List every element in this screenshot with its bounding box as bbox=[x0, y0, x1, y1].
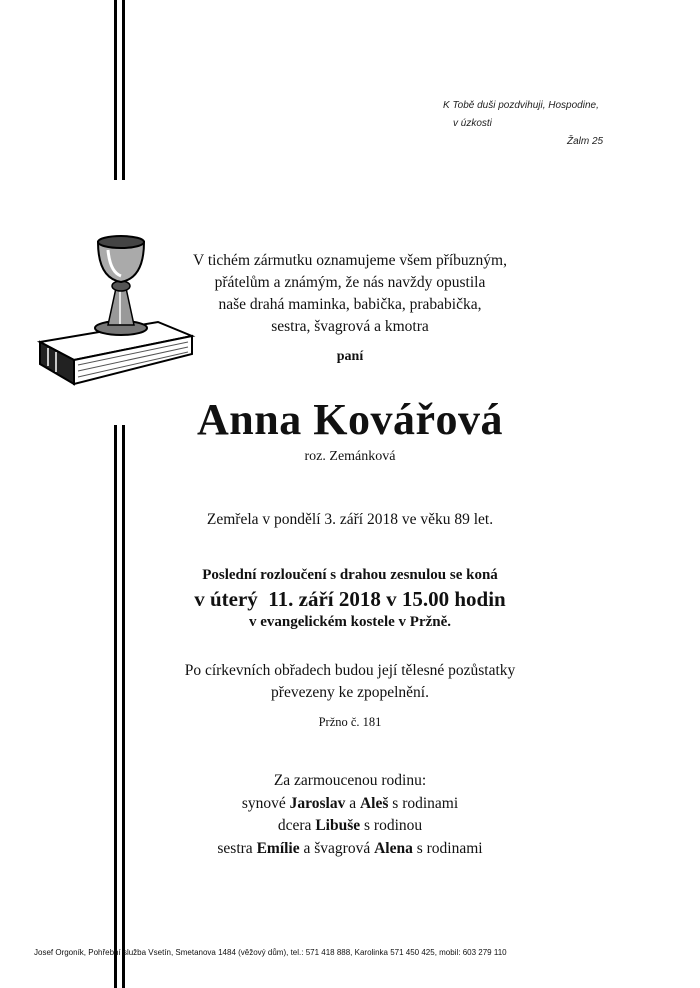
border-rule-top-left bbox=[114, 0, 117, 180]
son-name: Aleš bbox=[359, 794, 389, 812]
deceased-name: Anna Kovářová bbox=[197, 395, 503, 444]
sister-name: Emílie bbox=[256, 839, 300, 857]
cremation-notice bbox=[120, 660, 580, 704]
maiden-name: roz. Zemánková bbox=[304, 449, 396, 464]
psalm-source: Žalm 25 bbox=[567, 136, 604, 147]
cremation-line-2: převezeny ke zpopelnění. bbox=[271, 684, 429, 701]
text-fragment: a švagrová bbox=[299, 839, 375, 857]
text-fragment: s rodinou bbox=[360, 817, 423, 834]
text-fragment: a bbox=[345, 794, 360, 812]
cremation-line-1: Po církevních obřadech budou její tělesné pozůstatky bbox=[184, 662, 516, 679]
farewell-line-1: Poslední rozloučení s drahou zesnulou se koná bbox=[202, 567, 498, 583]
sister-in-law-name: Alena bbox=[374, 839, 413, 857]
psalm-quote-line-2: v úzkosti bbox=[453, 118, 492, 129]
intro-line: V tichém zármutku oznamujeme všem příbuzným, bbox=[193, 252, 507, 269]
text-fragment: dcera bbox=[277, 817, 316, 834]
son-name: Jaroslav bbox=[289, 794, 346, 812]
honorific-title: paní bbox=[336, 349, 364, 364]
border-rule-bottom-left bbox=[114, 425, 117, 988]
death-date-line: Zemřela v pondělí 3. září 2018 ve věku 89 let. bbox=[206, 511, 494, 528]
mourners-list bbox=[120, 770, 580, 860]
daughter-name: Libuše bbox=[315, 817, 361, 834]
text-fragment: s rodinami bbox=[388, 794, 459, 812]
farewell-date-time: v úterý 11. září 2018 v 15.00 hodin bbox=[194, 587, 506, 611]
text-fragment: s rodinami bbox=[412, 839, 483, 857]
border-rule-bottom-right bbox=[122, 425, 125, 988]
intro-line: naše drahá maminka, babička, prababička, bbox=[218, 296, 482, 313]
funeral-service-footer: Josef Orgoník, Pohřební služba Vsetín, Smetanova 1484 (věžový dům), tel.: 571 418 888, Karolinka 571 450 425, mobil: 603 279 110 bbox=[34, 948, 507, 957]
text-fragment: synové bbox=[241, 794, 290, 812]
border-rule-top-right bbox=[122, 0, 125, 180]
mourners-sister bbox=[120, 838, 580, 861]
intro-text bbox=[140, 250, 560, 338]
mourners-header: Za zarmoucenou rodinu: bbox=[273, 772, 427, 789]
home-address: Pržno č. 181 bbox=[318, 715, 382, 729]
mourners-sons bbox=[120, 793, 580, 816]
farewell-location: v evangelickém kostele v Pržně. bbox=[248, 614, 452, 630]
text-fragment: sestra bbox=[217, 839, 257, 857]
mourners-daughter bbox=[120, 815, 580, 838]
intro-line: sestra, švagrová a kmotra bbox=[271, 318, 429, 335]
psalm-quote-line-1: K Tobě duši pozdvihuji, Hospodine, bbox=[443, 100, 599, 111]
intro-line: přátelům a známým, že nás navždy opustila bbox=[214, 274, 486, 291]
